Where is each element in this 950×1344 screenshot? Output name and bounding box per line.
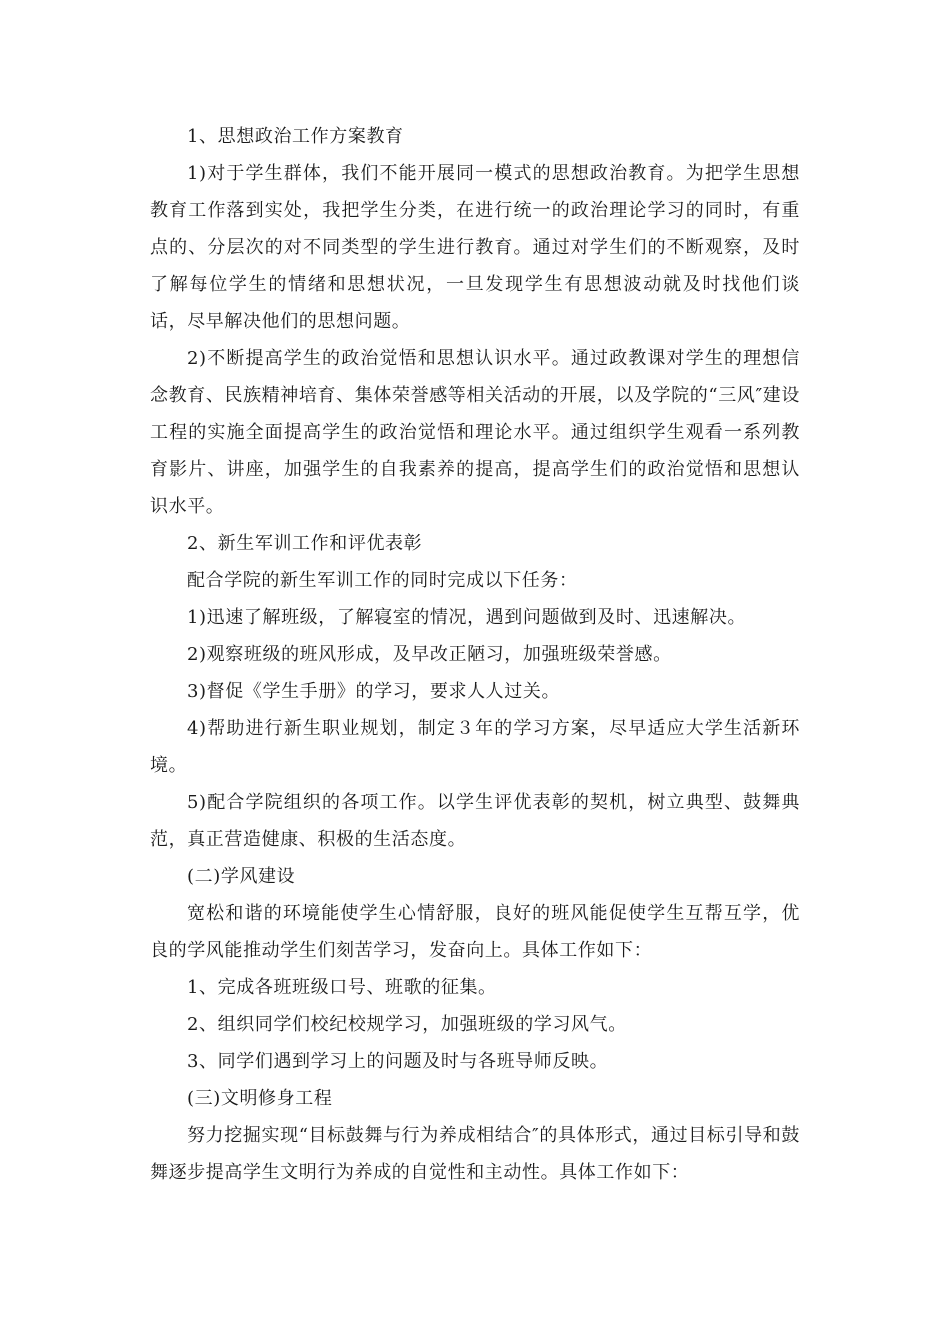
paragraph-political-awareness: 2)不断提高学生的政治觉悟和思想认识水平。通过政教课对学生的理想信念教育、民族精神培育、集体荣誉感等相关活动的开展，以及学院的“三风″建设工程的实施全面提高学生的政治觉悟和理论水平。通过组织学生观看一系列教育影片、讲座，加强学生的自我素养的提高，提高学生们的政治觉悟和思想认识水平。 [150, 348, 800, 517]
heading-ideological-education: 1、思想政治工作方案教育 [187, 126, 404, 147]
paragraph-training-tasks-intro: 配合学院的新生军训工作的同时完成以下任务： [187, 570, 578, 591]
list-item-study-1: 1、完成各班班级口号、班歌的征集。 [187, 977, 497, 998]
list-item-task-1: 1)迅速了解班级，了解寝室的情况，遇到问题做到及时、迅速解决。 [187, 607, 747, 628]
list-item-task-2: 2)观察班级的班风形成，及早改正陋习，加强班级荣誉感。 [187, 644, 672, 665]
heading-military-training: 2、新生军训工作和评优表彰 [187, 533, 423, 554]
paragraph-student-grouping: 1)对于学生群体，我们不能开展同一模式的思想政治教育。为把学生思想教育工作落到实处，我把学生分类，在进行统一的政治理论学习的同时，有重点的、分层次的对不同类型的学生进行教育。通过对学生们的不断观察，及时了解每位学生的情绪和思想状况，一旦发现学生有思想波动就及时找他们谈话，尽早解决他们的思想问题。 [150, 163, 800, 332]
paragraph-study-style-intro: 宽松和谐的环境能使学生心情舒服，良好的班风能促使学生互帮互学，优良的学风能推动学生们刻苦学习，发奋向上。具体工作如下： [150, 903, 800, 961]
list-item-study-2: 2、组织同学们校纪校规学习，加强班级的学习风气。 [187, 1014, 627, 1035]
heading-civility-project: (三)文明修身工程 [187, 1088, 333, 1109]
list-item-task-5: 5)配合学院组织的各项工作。以学生评优表彰的契机，树立典型、鼓舞典范，真正营造健康、积极的生活态度。 [150, 792, 800, 850]
heading-study-style: (二)学风建设 [187, 866, 296, 887]
list-item-task-3: 3)督促《学生手册》的学习，要求人人过关。 [187, 681, 561, 702]
document-body [150, 118, 800, 1191]
list-item-study-3: 3、同学们遇到学习上的问题及时与各班导师反映。 [187, 1051, 609, 1072]
paragraph-civility-intro: 努力挖掘实现“目标鼓舞与行为养成相结合″的具体形式，通过目标引导和鼓舞逐步提高学生文明行为养成的自觉性和主动性。具体工作如下： [150, 1125, 800, 1183]
list-item-task-4: 4)帮助进行新生职业规划，制定３年的学习方案，尽早适应大学生活新环境。 [150, 718, 800, 776]
